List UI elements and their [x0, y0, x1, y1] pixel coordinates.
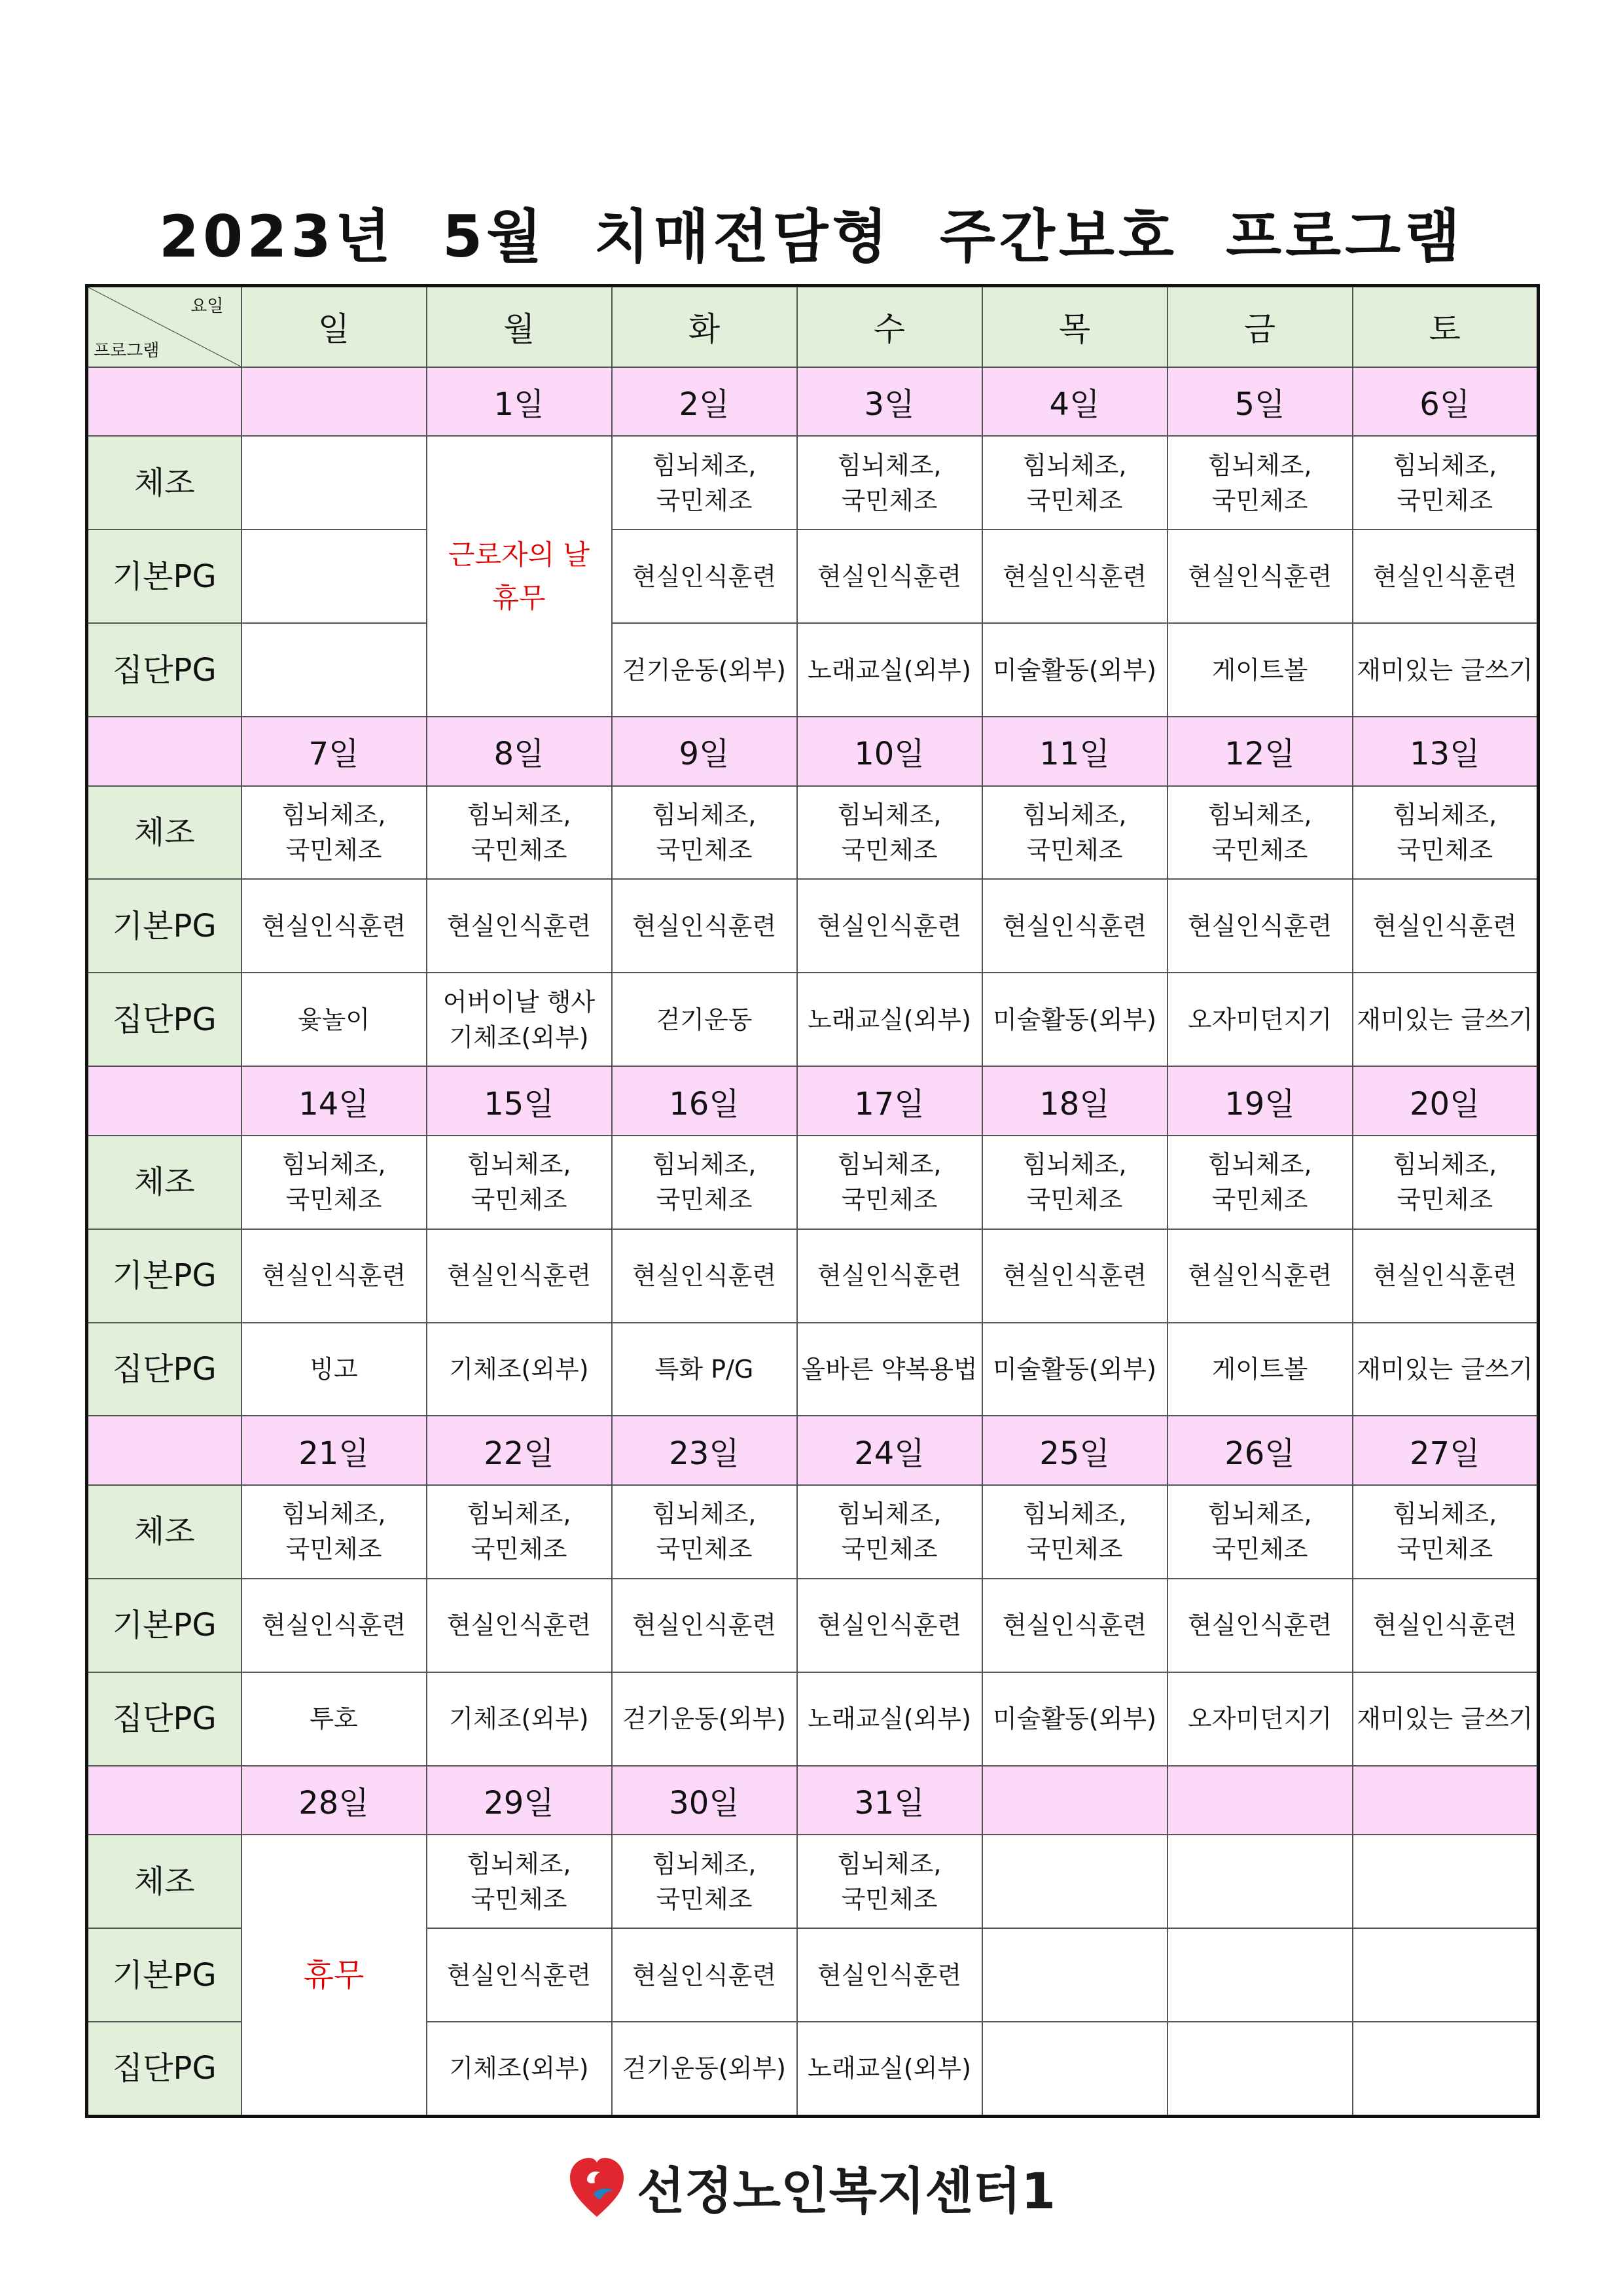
empty-cell: [982, 1928, 1168, 2022]
group-pg-cell-tue: 걷기운동(외부): [612, 623, 797, 717]
week-4-date-row: [87, 1416, 1539, 1485]
group-pg-cell-mon: 기체조(외부): [427, 1672, 612, 1766]
row-label-basic: 기본PG: [87, 529, 241, 623]
date-cell-sun: [241, 367, 427, 437]
date-cell-thu: [982, 1766, 1168, 1835]
date-cell-fri: 12일: [1168, 717, 1353, 786]
date-cell-tue: 16일: [612, 1066, 797, 1136]
week-1-date-label-blank: [87, 367, 241, 437]
date-cell-tue: 23일: [612, 1416, 797, 1485]
weekday-header-sat: 토: [1353, 286, 1539, 367]
exercise-cell-mon: 힘뇌체조, 국민체조: [427, 1485, 612, 1579]
row-label-basic: 기본PG: [87, 1229, 241, 1323]
exercise-cell-tue: 힘뇌체조, 국민체조: [612, 786, 797, 880]
basic-pg-cell-tue: 현실인식훈련: [612, 1928, 797, 2022]
week-3-basic-row: [87, 1229, 1539, 1323]
row-label-basic: 기본PG: [87, 1928, 241, 2022]
weekday-header-thu: 목: [982, 286, 1168, 367]
date-cell-tue: 9일: [612, 717, 797, 786]
holiday-cell: 근로자의 날 휴무: [427, 436, 612, 717]
basic-pg-cell-mon: 현실인식훈련: [427, 1229, 612, 1323]
exercise-cell-mon: 힘뇌체조, 국민체조: [427, 1835, 612, 1928]
group-pg-cell-wed: 올바른 약복용법: [797, 1323, 982, 1416]
empty-cell: [1353, 1835, 1539, 1928]
row-label-exercise: 체조: [87, 436, 241, 529]
basic-pg-cell-thu: 현실인식훈련: [982, 1579, 1168, 1672]
group-pg-cell-tue: 걷기운동(외부): [612, 1672, 797, 1766]
exercise-cell-thu: 힘뇌체조, 국민체조: [982, 436, 1168, 529]
exercise-cell-sat: 힘뇌체조, 국민체조: [1353, 1485, 1539, 1579]
exercise-cell-tue: 힘뇌체조, 국민체조: [612, 1136, 797, 1229]
empty-cell: [1353, 1928, 1539, 2022]
week-1-date-row: [87, 367, 1539, 437]
exercise-cell-wed: 힘뇌체조, 국민체조: [797, 1835, 982, 1928]
basic-pg-cell-tue: 현실인식훈련: [612, 879, 797, 973]
date-cell-sat: 27일: [1353, 1416, 1539, 1485]
group-pg-cell-thu: 미술활동(외부): [982, 1672, 1168, 1766]
row-label-group: 집단PG: [87, 973, 241, 1066]
group-pg-cell-sun: 투호: [241, 1672, 427, 1766]
date-cell-thu: 11일: [982, 717, 1168, 786]
weekday-header-row: [87, 286, 1539, 367]
exercise-cell-fri: 힘뇌체조, 국민체조: [1168, 786, 1353, 880]
exercise-cell-sun: 힘뇌체조, 국민체조: [241, 786, 427, 880]
empty-cell: [1353, 2022, 1539, 2117]
date-cell-sun: 28일: [241, 1766, 427, 1835]
week-2-exercise-row: [87, 786, 1539, 880]
empty-cell: [1168, 1928, 1353, 2022]
date-cell-sun: 14일: [241, 1066, 427, 1136]
group-pg-cell-tue: 특화 P/G: [612, 1323, 797, 1416]
week-1-basic-row: [87, 529, 1539, 623]
date-cell-wed: 31일: [797, 1766, 982, 1835]
week-5-date-label-blank: [87, 1766, 241, 1835]
date-cell-thu: 25일: [982, 1416, 1168, 1485]
empty-cell: [1168, 2022, 1353, 2117]
group-pg-cell-wed: 노래교실(외부): [797, 973, 982, 1066]
week-4-basic-row: [87, 1579, 1539, 1672]
basic-pg-cell-wed: 현실인식훈련: [797, 1928, 982, 2022]
date-cell-sat: 20일: [1353, 1066, 1539, 1136]
row-label-basic: 기본PG: [87, 879, 241, 973]
weekday-header-tue: 화: [612, 286, 797, 367]
group-pg-cell-wed: 노래교실(외부): [797, 2022, 982, 2117]
group-pg-cell-mon: 어버이날 행사 기체조(외부): [427, 973, 612, 1066]
exercise-cell-tue: 힘뇌체조, 국민체조: [612, 1485, 797, 1579]
date-cell-mon: 15일: [427, 1066, 612, 1136]
exercise-cell-tue: 힘뇌체조, 국민체조: [612, 1835, 797, 1928]
group-pg-cell-thu: 미술활동(외부): [982, 973, 1168, 1066]
exercise-cell-mon: 힘뇌체조, 국민체조: [427, 786, 612, 880]
week-2-date-label-blank: [87, 717, 241, 786]
date-cell-wed: 10일: [797, 717, 982, 786]
week-1-group-row: [87, 623, 1539, 717]
basic-pg-cell-sat: 현실인식훈련: [1353, 879, 1539, 973]
basic-pg-cell-mon: 현실인식훈련: [427, 879, 612, 973]
date-cell-thu: 18일: [982, 1066, 1168, 1136]
group-pg-cell-sat: 재미있는 글쓰기: [1353, 1672, 1539, 1766]
weekday-header-mon: 월: [427, 286, 612, 367]
group-pg-cell-mon: 기체조(외부): [427, 1323, 612, 1416]
empty-cell: [982, 2022, 1168, 2117]
week-2-group-row: [87, 973, 1539, 1066]
weekday-header-fri: 금: [1168, 286, 1353, 367]
basic-pg-cell-wed: 현실인식훈련: [797, 1229, 982, 1323]
date-cell-mon: 29일: [427, 1766, 612, 1835]
exercise-cell-sun: 힘뇌체조, 국민체조: [241, 1136, 427, 1229]
empty-cell: [241, 436, 427, 529]
group-pg-cell-tue: 걷기운동(외부): [612, 2022, 797, 2117]
group-pg-cell-tue: 걷기운동: [612, 973, 797, 1066]
group-pg-cell-mon: 기체조(외부): [427, 2022, 612, 2117]
date-cell-sun: 7일: [241, 717, 427, 786]
basic-pg-cell-wed: 현실인식훈련: [797, 879, 982, 973]
week-5-exercise-row: [87, 1835, 1539, 1928]
exercise-cell-fri: 힘뇌체조, 국민체조: [1168, 1136, 1353, 1229]
date-cell-sat: 13일: [1353, 717, 1539, 786]
exercise-cell-sat: 힘뇌체조, 국민체조: [1353, 786, 1539, 880]
empty-cell: [241, 623, 427, 717]
date-cell-mon: 22일: [427, 1416, 612, 1485]
basic-pg-cell-sun: 현실인식훈련: [241, 1579, 427, 1672]
exercise-cell-wed: 힘뇌체조, 국민체조: [797, 1136, 982, 1229]
date-cell-sat: [1353, 1766, 1539, 1835]
row-label-exercise: 체조: [87, 1485, 241, 1579]
basic-pg-cell-sun: 현실인식훈련: [241, 1229, 427, 1323]
basic-pg-cell-thu: 현실인식훈련: [982, 529, 1168, 623]
exercise-cell-sat: 힘뇌체조, 국민체조: [1353, 436, 1539, 529]
date-cell-fri: 19일: [1168, 1066, 1353, 1136]
date-cell-wed: 24일: [797, 1416, 982, 1485]
date-cell-wed: 17일: [797, 1066, 982, 1136]
corner-label-day: 요일: [190, 296, 224, 316]
group-pg-cell-sun: 빙고: [241, 1323, 427, 1416]
basic-pg-cell-sat: 현실인식훈련: [1353, 1229, 1539, 1323]
row-label-exercise: 체조: [87, 1835, 241, 1928]
group-pg-cell-sat: 재미있는 글쓰기: [1353, 1323, 1539, 1416]
basic-pg-cell-sat: 현실인식훈련: [1353, 529, 1539, 623]
basic-pg-cell-tue: 현실인식훈련: [612, 529, 797, 623]
row-label-exercise: 체조: [87, 1136, 241, 1229]
exercise-cell-thu: 힘뇌체조, 국민체조: [982, 1485, 1168, 1579]
date-cell-mon: 1일: [427, 367, 612, 437]
basic-pg-cell-tue: 현실인식훈련: [612, 1229, 797, 1323]
exercise-cell-thu: 힘뇌체조, 국민체조: [982, 786, 1168, 880]
basic-pg-cell-mon: 현실인식훈련: [427, 1928, 612, 2022]
date-cell-fri: 5일: [1168, 367, 1353, 437]
week-3-exercise-row: [87, 1136, 1539, 1229]
empty-cell: [241, 529, 427, 623]
empty-cell: [982, 1835, 1168, 1928]
group-pg-cell-fri: 게이트볼: [1168, 623, 1353, 717]
basic-pg-cell-sun: 현실인식훈련: [241, 879, 427, 973]
group-pg-cell-thu: 미술활동(외부): [982, 1323, 1168, 1416]
group-pg-cell-fri: 오자미던지기: [1168, 1672, 1353, 1766]
week-3-date-row: [87, 1066, 1539, 1136]
exercise-cell-fri: 힘뇌체조, 국민체조: [1168, 1485, 1353, 1579]
date-cell-tue: 2일: [612, 367, 797, 437]
date-cell-thu: 4일: [982, 367, 1168, 437]
date-cell-sat: 6일: [1353, 367, 1539, 437]
exercise-cell-sun: 힘뇌체조, 국민체조: [241, 1485, 427, 1579]
group-pg-cell-sun: 윷놀이: [241, 973, 427, 1066]
basic-pg-cell-fri: 현실인식훈련: [1168, 1579, 1353, 1672]
date-cell-fri: 26일: [1168, 1416, 1353, 1485]
date-cell-wed: 3일: [797, 367, 982, 437]
exercise-cell-tue: 힘뇌체조, 국민체조: [612, 436, 797, 529]
week-2-basic-row: [87, 879, 1539, 973]
exercise-cell-thu: 힘뇌체조, 국민체조: [982, 1136, 1168, 1229]
exercise-cell-wed: 힘뇌체조, 국민체조: [797, 1485, 982, 1579]
basic-pg-cell-wed: 현실인식훈련: [797, 529, 982, 623]
row-label-group: 집단PG: [87, 1672, 241, 1766]
heart-drop-logo-icon: [567, 2154, 626, 2219]
header-corner-cell: [87, 286, 241, 367]
basic-pg-cell-mon: 현실인식훈련: [427, 1579, 612, 1672]
basic-pg-cell-thu: 현실인식훈련: [982, 1229, 1168, 1323]
date-cell-fri: [1168, 1766, 1353, 1835]
group-pg-cell-fri: 오자미던지기: [1168, 973, 1353, 1066]
organization-name: 선정노인복지센터1: [636, 2161, 1056, 2220]
week-4-date-label-blank: [87, 1416, 241, 1485]
basic-pg-cell-fri: 현실인식훈련: [1168, 1229, 1353, 1323]
date-cell-sun: 21일: [241, 1416, 427, 1485]
group-pg-cell-wed: 노래교실(외부): [797, 1672, 982, 1766]
row-label-basic: 기본PG: [87, 1579, 241, 1672]
week-4-exercise-row: [87, 1485, 1539, 1579]
date-cell-tue: 30일: [612, 1766, 797, 1835]
schedule-table: [85, 284, 1540, 2118]
corner-label-program: 프로그램: [94, 340, 160, 361]
weekday-header-wed: 수: [797, 286, 982, 367]
holiday-cell: 휴무: [241, 1835, 427, 2116]
basic-pg-cell-fri: 현실인식훈련: [1168, 879, 1353, 973]
week-3-date-label-blank: [87, 1066, 241, 1136]
group-pg-cell-thu: 미술활동(외부): [982, 623, 1168, 717]
week-3-group-row: [87, 1323, 1539, 1416]
date-cell-mon: 8일: [427, 717, 612, 786]
row-label-group: 집단PG: [87, 1323, 241, 1416]
group-pg-cell-fri: 게이트볼: [1168, 1323, 1353, 1416]
basic-pg-cell-thu: 현실인식훈련: [982, 879, 1168, 973]
footer: [0, 2151, 1623, 2223]
row-label-exercise: 체조: [87, 786, 241, 880]
exercise-cell-fri: 힘뇌체조, 국민체조: [1168, 436, 1353, 529]
basic-pg-cell-tue: 현실인식훈련: [612, 1579, 797, 1672]
week-5-date-row: [87, 1766, 1539, 1835]
week-2-date-row: [87, 717, 1539, 786]
weekday-header-sun: 일: [241, 286, 427, 367]
empty-cell: [1168, 1835, 1353, 1928]
exercise-cell-mon: 힘뇌체조, 국민체조: [427, 1136, 612, 1229]
exercise-cell-wed: 힘뇌체조, 국민체조: [797, 436, 982, 529]
basic-pg-cell-sat: 현실인식훈련: [1353, 1579, 1539, 1672]
basic-pg-cell-fri: 현실인식훈련: [1168, 529, 1353, 623]
group-pg-cell-sat: 재미있는 글쓰기: [1353, 623, 1539, 717]
exercise-cell-wed: 힘뇌체조, 국민체조: [797, 786, 982, 880]
basic-pg-cell-wed: 현실인식훈련: [797, 1579, 982, 1672]
week-4-group-row: [87, 1672, 1539, 1766]
page-title: 2023년 5월 치매전담형 주간보호 프로그램: [158, 203, 1465, 270]
row-label-group: 집단PG: [87, 2022, 241, 2117]
row-label-group: 집단PG: [87, 623, 241, 717]
group-pg-cell-wed: 노래교실(외부): [797, 623, 982, 717]
group-pg-cell-sat: 재미있는 글쓰기: [1353, 973, 1539, 1066]
week-1-exercise-row: [87, 436, 1539, 529]
exercise-cell-sat: 힘뇌체조, 국민체조: [1353, 1136, 1539, 1229]
